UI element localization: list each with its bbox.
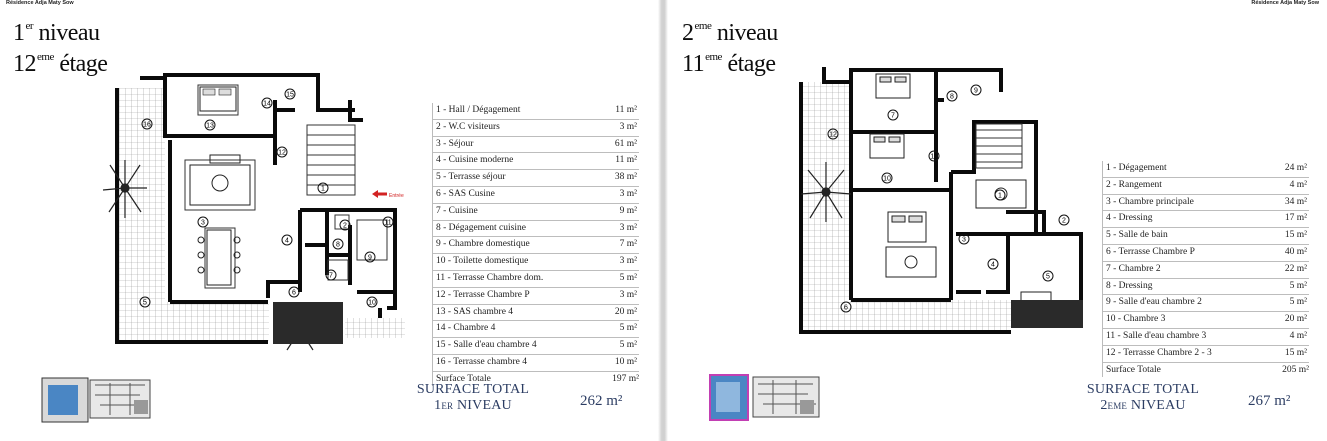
svg-text:6: 6	[292, 289, 296, 297]
terrace-tiles-bottom	[801, 300, 1011, 332]
room-row	[1103, 161, 1309, 178]
room-area: 61 m²	[614, 138, 637, 149]
room-area: 3 m²	[619, 121, 637, 132]
surface-word: NIVEAU	[456, 398, 512, 413]
room-label: 7 - Cuisine	[436, 205, 478, 216]
surface-num: 1	[434, 398, 442, 413]
total-area: 205 m²	[1282, 364, 1309, 375]
svg-text:9: 9	[368, 254, 372, 262]
dining-table-icon	[198, 230, 240, 285]
floor-thumbnail-right	[708, 372, 823, 424]
room-area: 3 m²	[619, 289, 637, 300]
room-label: 6 - Terrasse Chambre P	[1106, 246, 1195, 257]
total-row	[1103, 363, 1309, 377]
total-label: Surface Totale	[1106, 364, 1161, 375]
room-area: 5 m²	[1289, 280, 1307, 291]
room-label: 10 - Toilette domestique	[436, 256, 529, 267]
floor-word: étage	[727, 51, 776, 77]
room-area: 11 m²	[615, 155, 637, 166]
room-row	[433, 204, 639, 221]
room-row	[433, 305, 639, 322]
svg-text:13: 13	[206, 122, 214, 130]
room-area: 38 m²	[614, 172, 637, 183]
room-area: 7 m²	[619, 239, 637, 250]
level-heading	[13, 12, 100, 47]
svg-text:7: 7	[891, 112, 895, 120]
room-area: 34 m²	[1284, 196, 1307, 207]
level-number: 2	[682, 20, 694, 46]
level-number: 1	[13, 20, 25, 46]
room-row	[1103, 228, 1309, 245]
svg-text:9: 9	[974, 87, 978, 95]
room-label: 10 - Chambre 3	[1106, 314, 1166, 325]
level-word: niveau	[716, 20, 778, 46]
room-row	[433, 153, 639, 170]
surface-total-left	[398, 382, 548, 414]
room-table-left	[432, 103, 639, 386]
surface-total-right	[1068, 382, 1218, 414]
floor-sup: eme	[705, 51, 722, 63]
room-label: 2 - Rangement	[1106, 179, 1162, 190]
floor-thumbnail-left	[40, 375, 155, 425]
surface-value-left: 262 m²	[580, 393, 623, 409]
level-heading	[682, 12, 778, 47]
right-page	[668, 0, 1327, 441]
room-area: 15 m²	[1284, 230, 1307, 241]
svg-text:4: 4	[991, 261, 995, 269]
entry-label: Entrée	[389, 193, 404, 199]
room-label: 4 - Dressing	[1106, 213, 1153, 224]
room-label: 5 - Salle de bain	[1106, 230, 1168, 241]
room-row	[1103, 195, 1309, 212]
room-label: 11 - Terrasse Chambre dom.	[436, 272, 544, 283]
room-row	[1103, 178, 1309, 195]
room-row	[433, 120, 639, 137]
room-row	[433, 271, 639, 288]
room-area: 10 m²	[614, 356, 637, 367]
room-label: 9 - Chambre domestique	[436, 239, 530, 250]
room-area: 24 m²	[1284, 163, 1307, 173]
room-area: 5 m²	[619, 272, 637, 283]
room-label: 13 - SAS chambre 4	[436, 306, 514, 317]
room-row	[433, 288, 639, 305]
surface-num: 2	[1100, 398, 1108, 413]
surface-word: NIVEAU	[1130, 398, 1186, 413]
entry-arrow-icon	[372, 190, 387, 198]
svg-text:11: 11	[930, 153, 938, 161]
room-row	[433, 355, 639, 372]
bed-icon	[200, 87, 236, 111]
floor-word: étage	[59, 51, 108, 77]
surface-sup: ER	[441, 401, 454, 411]
level-word: niveau	[38, 20, 100, 46]
room-label: 11 - Salle d'eau chambre 3	[1106, 330, 1207, 341]
room-area: 9 m²	[619, 205, 637, 216]
room-label: 9 - Salle d'eau chambre 2	[1106, 297, 1202, 308]
room-area: 20 m²	[1284, 314, 1307, 325]
page-gutter	[658, 0, 668, 441]
room-area: 20 m²	[614, 306, 637, 317]
staircase	[976, 124, 1022, 168]
svg-text:7: 7	[329, 272, 333, 280]
terrace-tiles	[801, 82, 849, 332]
room-row	[1103, 262, 1309, 279]
svg-text:11: 11	[384, 219, 392, 227]
sofa-icon	[190, 155, 250, 205]
svg-text:14: 14	[263, 100, 271, 108]
residence-header: Résidence Adja Maty Sow	[6, 0, 74, 6]
room-label: 12 - Terrasse Chambre P	[436, 289, 530, 300]
terrace-tiles	[117, 88, 165, 318]
room-table-right	[1102, 161, 1309, 377]
room-row	[433, 321, 639, 338]
residence-header: Résidence Adja Maty Sow	[1251, 0, 1319, 6]
room-area: 15 m²	[1284, 347, 1307, 358]
surface-value-right: 267 m²	[1248, 393, 1291, 409]
room-label: 8 - Dressing	[1106, 280, 1153, 291]
svg-text:16: 16	[143, 121, 151, 129]
surface-sup: EME	[1107, 401, 1128, 411]
svg-text:3: 3	[962, 236, 966, 244]
room-row	[1103, 312, 1309, 329]
room-label: 16 - Terrasse chambre 4	[436, 356, 527, 367]
room-label: 14 - Chambre 4	[436, 323, 496, 334]
floor-plan-left	[95, 70, 415, 360]
surface-line1: SURFACE TOTAL	[1086, 382, 1200, 397]
room-markers	[828, 85, 1069, 312]
planter-block	[273, 302, 343, 344]
svg-text:8: 8	[950, 93, 954, 101]
room-label: 2 - W.C visiteurs	[436, 121, 500, 132]
terrace-tiles-right	[345, 318, 405, 338]
room-area: 3 m²	[619, 222, 637, 233]
svg-text:12: 12	[278, 149, 286, 157]
room-row	[1103, 346, 1309, 363]
svg-text:8: 8	[336, 241, 340, 249]
room-area: 3 m²	[619, 188, 637, 199]
svg-text:5: 5	[143, 299, 147, 307]
room-row	[1103, 245, 1309, 262]
room-row	[1103, 329, 1309, 346]
room-row	[433, 338, 639, 355]
room-row	[433, 237, 639, 254]
svg-text:10: 10	[368, 299, 376, 307]
total-area: 197 m²	[612, 373, 639, 384]
room-area: 3 m²	[619, 256, 637, 267]
room-row	[1103, 279, 1309, 296]
room-area: 5 m²	[619, 323, 637, 334]
svg-text:3: 3	[201, 219, 205, 227]
room-label: 4 - Cuisine moderne	[436, 155, 514, 166]
room-row	[433, 221, 639, 238]
svg-text:15: 15	[286, 91, 294, 99]
room-label: 8 - Dégagement cuisine	[436, 222, 526, 233]
room-label: 1 - Hall / Dégagement	[436, 105, 521, 115]
floor-heading	[682, 43, 776, 78]
svg-text:2: 2	[1062, 217, 1066, 225]
room-area: 11 m²	[615, 105, 637, 115]
room-area: 22 m²	[1284, 263, 1307, 274]
svg-text:6: 6	[844, 304, 848, 312]
room-label: 6 - SAS Cusine	[436, 188, 495, 199]
floor-sup: eme	[37, 51, 54, 63]
room-label: 7 - Chambre 2	[1106, 263, 1161, 274]
svg-text:10: 10	[883, 175, 891, 183]
level-sup: eme	[694, 20, 712, 32]
surface-line1: SURFACE TOTAL	[416, 382, 530, 397]
room-area: 40 m²	[1284, 246, 1307, 257]
svg-text:1: 1	[321, 185, 325, 193]
level-sup: er	[25, 20, 34, 32]
room-row	[1103, 295, 1309, 312]
room-label: 15 - Salle d'eau chambre 4	[436, 340, 537, 351]
room-area: 17 m²	[1284, 213, 1307, 224]
svg-text:4: 4	[285, 237, 289, 245]
svg-text:12: 12	[829, 131, 837, 139]
svg-text:5: 5	[1046, 273, 1050, 281]
terrace-tiles-bottom	[117, 299, 269, 342]
room-label: 12 - Terrasse Chambre 2 - 3	[1106, 347, 1212, 358]
planter-block	[1011, 300, 1083, 328]
floor-heading	[13, 43, 107, 78]
room-row	[433, 170, 639, 187]
room-row	[1103, 211, 1309, 228]
svg-text:2: 2	[343, 222, 347, 230]
svg-text:1: 1	[998, 192, 1002, 200]
room-area: 4 m²	[1289, 179, 1307, 190]
room-area: 4 m²	[1289, 330, 1307, 341]
room-row	[433, 103, 639, 120]
room-area: 5 m²	[1289, 297, 1307, 308]
room-label: 3 - Chambre principale	[1106, 196, 1194, 207]
floor-plan-right	[796, 62, 1086, 342]
room-label: 3 - Séjour	[436, 138, 474, 149]
room-label: 1 - Dégagement	[1106, 163, 1167, 173]
left-page	[0, 0, 658, 441]
room-row	[433, 137, 639, 154]
total-label: Surface Totale	[436, 373, 491, 384]
bed-icon	[870, 74, 926, 242]
room-area: 5 m²	[619, 340, 637, 351]
floor-number: 12	[13, 51, 36, 77]
floor-number: 11	[682, 51, 705, 77]
room-row	[433, 254, 639, 271]
room-row	[433, 187, 639, 204]
room-label: 5 - Terrasse séjour	[436, 172, 506, 183]
